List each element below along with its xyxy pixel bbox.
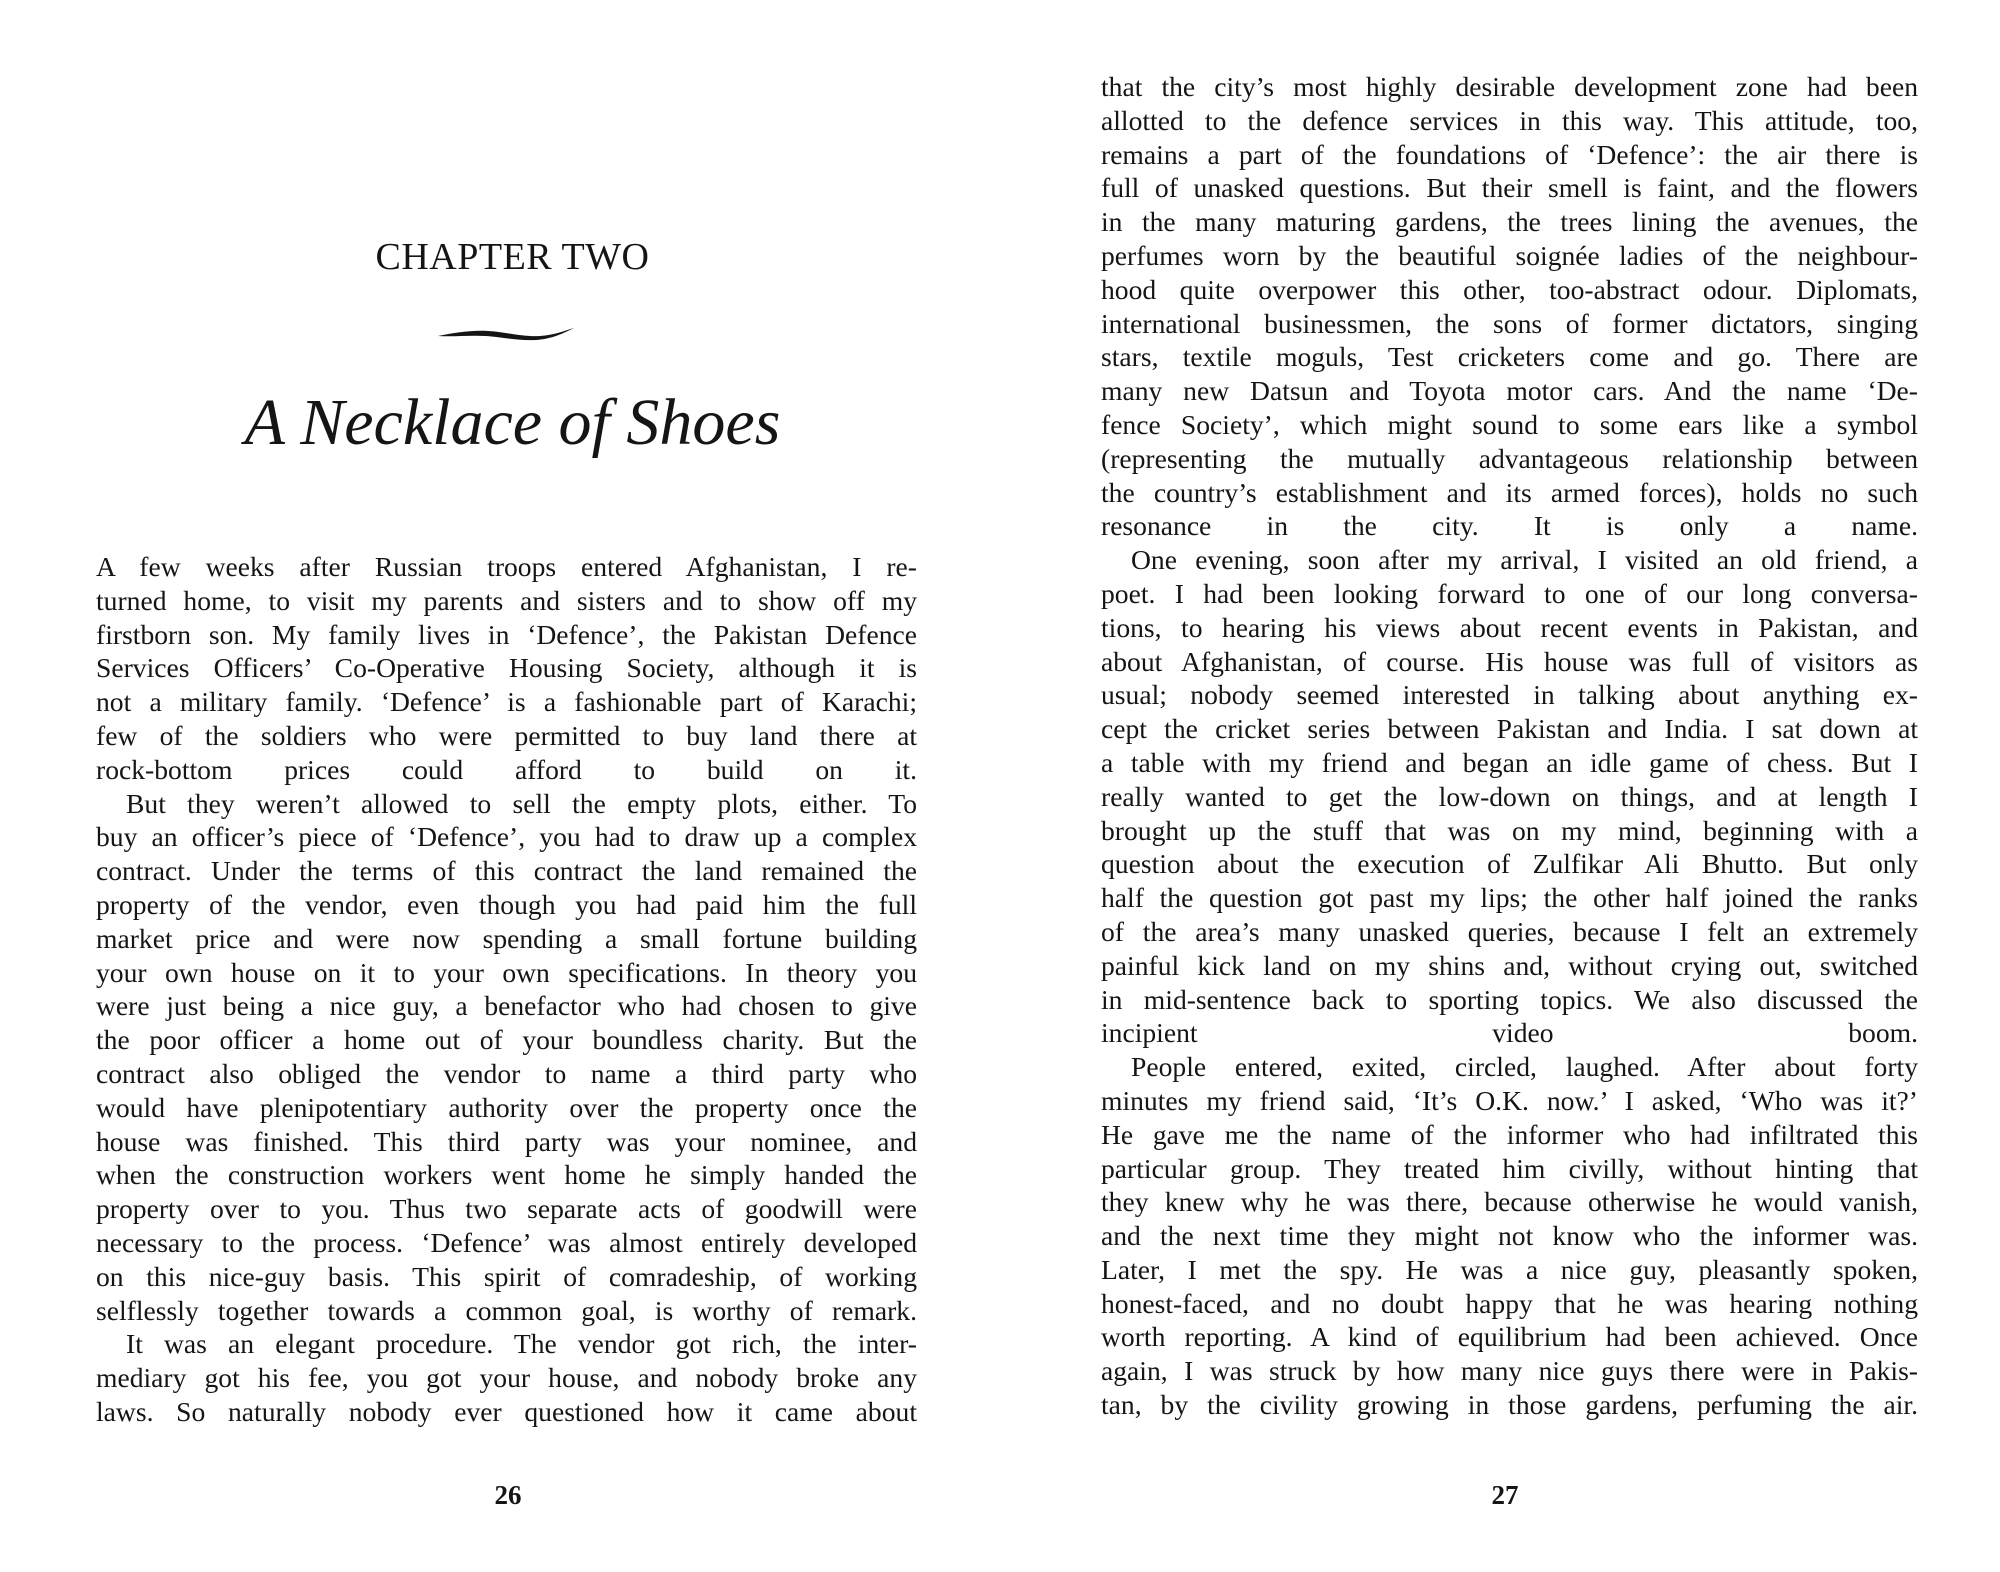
text-line: cept the cricket series between Pakistan and India. I sat down at [1101,713,1918,745]
text-line: in mid-sentence back to sporting topics. We also discussed the [1101,983,1918,1015]
text-line: honest-faced, and no doubt happy that he was hearing nothing [1101,1287,1918,1319]
text-line: necessary to the process. ‘Defence’ was almost entirely developed [96,1226,917,1258]
paragraph [1101,1050,1918,1422]
text-line: buy an officer’s piece of ‘Defence’, you had to draw up a complex [96,821,917,853]
text-line: usual; nobody seemed interested in talking about anything ex- [1101,679,1918,711]
chapter-title: A Necklace of Shoes [244,386,781,459]
text-line: particular group. They treated him civilly, without hinting that [1101,1152,1918,1184]
text-line: (representing the mutually advantageous relationship between [1101,442,1918,474]
page-number-left: 26 [494,1480,522,1510]
text-line: One evening, soon after my arrival, I visited an old friend, a [1131,544,1918,576]
text-line: He gave me the name of the informer who had infiltrated this [1101,1118,1918,1150]
text-line: hood quite overpower this other, too-abstract odour. Diplomats, [1101,273,1918,305]
text-line: People entered, exited, circled, laughed. After about forty [1131,1051,1918,1083]
text-line: were just being a nice guy, a benefactor who had chosen to give [96,990,917,1022]
text-line: they knew why he was there, because otherwise he would vanish, [1101,1186,1918,1218]
text-line: rock-bottom prices could afford to build on it. [96,753,917,785]
text-line: stars, textile moguls, Test cricketers come and go. There are [1101,341,1918,373]
chapter-flourish-ornament [436,322,576,344]
text-line: and the next time they might not know who the informer was. [1101,1220,1918,1252]
text-line: fence Society’, which might sound to some ears like a symbol [1101,408,1918,440]
text-line: selflessly together towards a common goal, is worthy of remark. [96,1294,917,1326]
text-line: contract. Under the terms of this contract the land remained the [96,855,917,887]
text-line: when the construction workers went home he simply handed the [96,1159,917,1191]
text-line: But they weren’t allowed to sell the empty plots, either. To [126,787,917,819]
text-line: remains a part of the foundations of ‘Defence’: the air there is [1101,138,1918,170]
text-line: worth reporting. A kind of equilibrium had been achieved. Once [1101,1321,1918,1353]
text-line: brought up the stuff that was on my mind, beginning with a [1101,814,1918,846]
paragraph [1101,543,1918,1050]
text-line: contract also obliged the vendor to name a third party who [96,1057,917,1089]
text-line: house was finished. This third party was your nominee, and [96,1125,917,1157]
text-line: poet. I had been looking forward to one of our long conversa- [1101,577,1918,609]
text-line: painful kick land on my shins and, without crying out, switched [1101,949,1918,981]
text-line: the poor officer a home out of your boundless charity. But the [96,1024,917,1056]
text-line: in the many maturing gardens, the trees lining the avenues, the [1101,206,1918,238]
text-line: tan, by the civility growing in those gardens, perfuming the air. [1101,1389,1918,1421]
text-line: laws. So naturally nobody ever questioned how it came about [96,1395,917,1427]
text-line: A few weeks after Russian troops entered Afghanistan, I re- [96,551,917,582]
text-line: not a military family. ‘Defence’ is a fashionable part of Karachi; [96,686,917,718]
paragraph [1101,70,1918,543]
paragraph [96,550,917,787]
text-line: resonance in the city. It is only a name. [1101,510,1918,542]
text-line: many new Datsun and Toyota motor cars. And the name ‘De- [1101,375,1918,407]
text-line: market price and were now spending a small fortune building [96,922,917,954]
text-line: about Afghanistan, of course. His house was full of visitors as [1101,645,1918,677]
text-line: turned home, to visit my parents and sisters and to show off my [96,584,917,616]
text-line: a table with my friend and began an idle game of chess. But I [1101,746,1918,778]
text-line: allotted to the defence services in this way. This attitude, too, [1101,104,1918,136]
text-line: your own house on it to your own specifications. In theory you [96,956,917,988]
right-body-text [1101,70,1918,1422]
text-line: full of unasked questions. But their smell is faint, and the flowers [1101,172,1918,204]
right-page [1000,0,2000,1572]
text-line: really wanted to get the low-down on things, and at length I [1101,780,1918,812]
text-line: Services Officers’ Co-Operative Housing Society, although it is [96,652,917,684]
text-line: property of the vendor, even though you had paid him the full [96,888,917,920]
text-line: property over to you. Thus two separate acts of goodwill were [96,1193,917,1225]
text-line: incipient video boom. [1101,1017,1918,1049]
page-number-right: 27 [1491,1480,1519,1510]
text-line: Later, I met the spy. He was a nice guy, pleasantly spoken, [1101,1253,1918,1285]
text-line: minutes my friend said, ‘It’s O.K. now.’ I asked, ‘Who was it?’ [1101,1084,1918,1116]
text-line: again, I was struck by how many nice guys there were in Pakis- [1101,1355,1918,1387]
chapter-label: CHAPTER TWO [375,236,650,278]
text-line: question about the execution of Zulfikar Ali Bhutto. But only [1101,848,1918,880]
text-line: of the area’s many unasked queries, because I felt an extremely [1101,915,1918,947]
paragraph [96,787,917,1328]
text-line: on this nice-guy basis. This spirit of comradeship, of working [96,1260,917,1292]
text-line: perfumes worn by the beautiful soignée ladies of the neighbour- [1101,239,1918,271]
text-line: international businessmen, the sons of former dictators, singing [1101,307,1918,339]
text-line: the country’s establishment and its armed forces), holds no such [1101,476,1918,508]
text-line: tions, to hearing his views about recent events in Pakistan, and [1101,611,1918,643]
text-line: mediary got his fee, you got your house, and nobody broke any [96,1362,917,1394]
text-line: firstborn son. My family lives in ‘Defence’, the Pakistan Defence [96,618,917,650]
text-line: would have plenipotentiary authority over the property once the [96,1091,917,1123]
text-line: few of the soldiers who were permitted to buy land there at [96,719,917,751]
text-line: that the city’s most highly desirable development zone had been [1101,71,1918,102]
paragraph [96,1327,917,1428]
left-body-text [96,550,917,1429]
text-line: It was an elegant procedure. The vendor got rich, the inter- [126,1328,917,1360]
text-line: half the question got past my lips; the other half joined the ranks [1101,882,1918,914]
